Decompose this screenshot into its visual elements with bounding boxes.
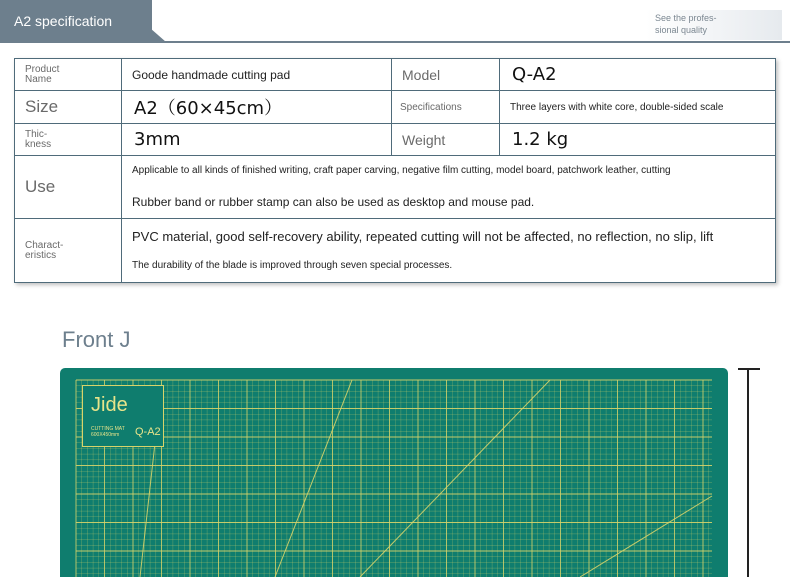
brand-logo-box bbox=[82, 385, 164, 447]
model-value: Q-A2 bbox=[512, 64, 557, 85]
specifications-value: Three layers with white core, double-sided scale bbox=[510, 101, 724, 113]
dimension-cap bbox=[738, 368, 760, 370]
weight-value: 1.2 kg bbox=[512, 129, 569, 150]
product-name-value: Goode handmade cutting pad bbox=[132, 67, 291, 82]
table-row bbox=[15, 124, 776, 156]
quality-line-2: sional quality bbox=[655, 25, 708, 35]
brand-subtitle bbox=[91, 426, 125, 438]
header-divider bbox=[0, 41, 790, 43]
table-row bbox=[15, 91, 776, 124]
characteristics-label-cell bbox=[15, 219, 122, 283]
table-row bbox=[15, 59, 776, 91]
thickness-value: 3mm bbox=[134, 129, 181, 150]
section-header-tab bbox=[0, 0, 152, 42]
size-value-cell bbox=[122, 91, 392, 124]
brand-subtitle-1: CUTTING MAT bbox=[91, 426, 125, 432]
thickness-value-cell bbox=[122, 124, 392, 156]
spec-table bbox=[14, 58, 776, 283]
product-name-value-cell bbox=[122, 59, 392, 91]
characteristics-line-2: The durability of the blade is improved through seven special processes. bbox=[132, 259, 453, 271]
model-label-cell bbox=[392, 59, 500, 91]
use-line-1: Applicable to all kinds of finished writing, craft paper carving, negative film cutting, model board, patchwork leather, cutting bbox=[132, 165, 671, 176]
characteristics-line-1: PVC material, good self-recovery ability, repeated cutting will not be affected, no reflection, no slip, lift bbox=[132, 228, 714, 244]
cutting-mat-image bbox=[60, 368, 728, 577]
section-title: A2 specification bbox=[14, 13, 113, 29]
dimension-line bbox=[747, 369, 749, 577]
angle-guide-line bbox=[140, 443, 155, 577]
characteristics-label-1: Charact- bbox=[25, 239, 64, 251]
table-row bbox=[15, 156, 776, 219]
weight-label: Weight bbox=[402, 131, 446, 148]
specifications-label-cell bbox=[392, 91, 500, 124]
model-value-cell bbox=[500, 59, 776, 91]
size-value: A2（60×45cm） bbox=[134, 98, 283, 119]
model-label: Model bbox=[402, 66, 441, 83]
size-label-cell bbox=[15, 91, 122, 124]
use-line-2: Rubber band or rubber stamp can also be used as desktop and mouse pad. bbox=[132, 195, 535, 209]
weight-label-cell bbox=[392, 124, 500, 156]
size-label: Size bbox=[25, 97, 59, 116]
brand-name: Jide bbox=[91, 394, 128, 416]
quality-line-1: See the profes- bbox=[655, 13, 717, 23]
thickness-label-1: Thic- bbox=[25, 128, 48, 140]
thickness-label-cell bbox=[15, 124, 122, 156]
product-name-label-2: Name bbox=[25, 73, 52, 85]
angle-guide-line bbox=[360, 380, 550, 577]
characteristics-value-cell bbox=[122, 219, 776, 283]
product-name-label-cell bbox=[15, 59, 122, 91]
use-label-cell bbox=[15, 156, 122, 219]
use-value-cell bbox=[122, 156, 776, 219]
product-name-label-1: Product bbox=[25, 63, 60, 75]
brand-subtitle-2: 600X450mm bbox=[91, 432, 120, 438]
angle-guide-line bbox=[275, 380, 352, 577]
brand-model: Q-A2 bbox=[135, 426, 161, 438]
specifications-value-cell bbox=[500, 91, 776, 124]
thickness-label-2: kness bbox=[25, 138, 52, 150]
table-row bbox=[15, 219, 776, 283]
quality-badge bbox=[646, 10, 782, 40]
use-label: Use bbox=[25, 177, 56, 196]
weight-value-cell bbox=[500, 124, 776, 156]
specifications-label: Specifications bbox=[400, 101, 462, 113]
characteristics-label-2: eristics bbox=[25, 249, 57, 261]
front-section-title: Front J bbox=[62, 327, 131, 352]
header-notch bbox=[150, 28, 166, 42]
